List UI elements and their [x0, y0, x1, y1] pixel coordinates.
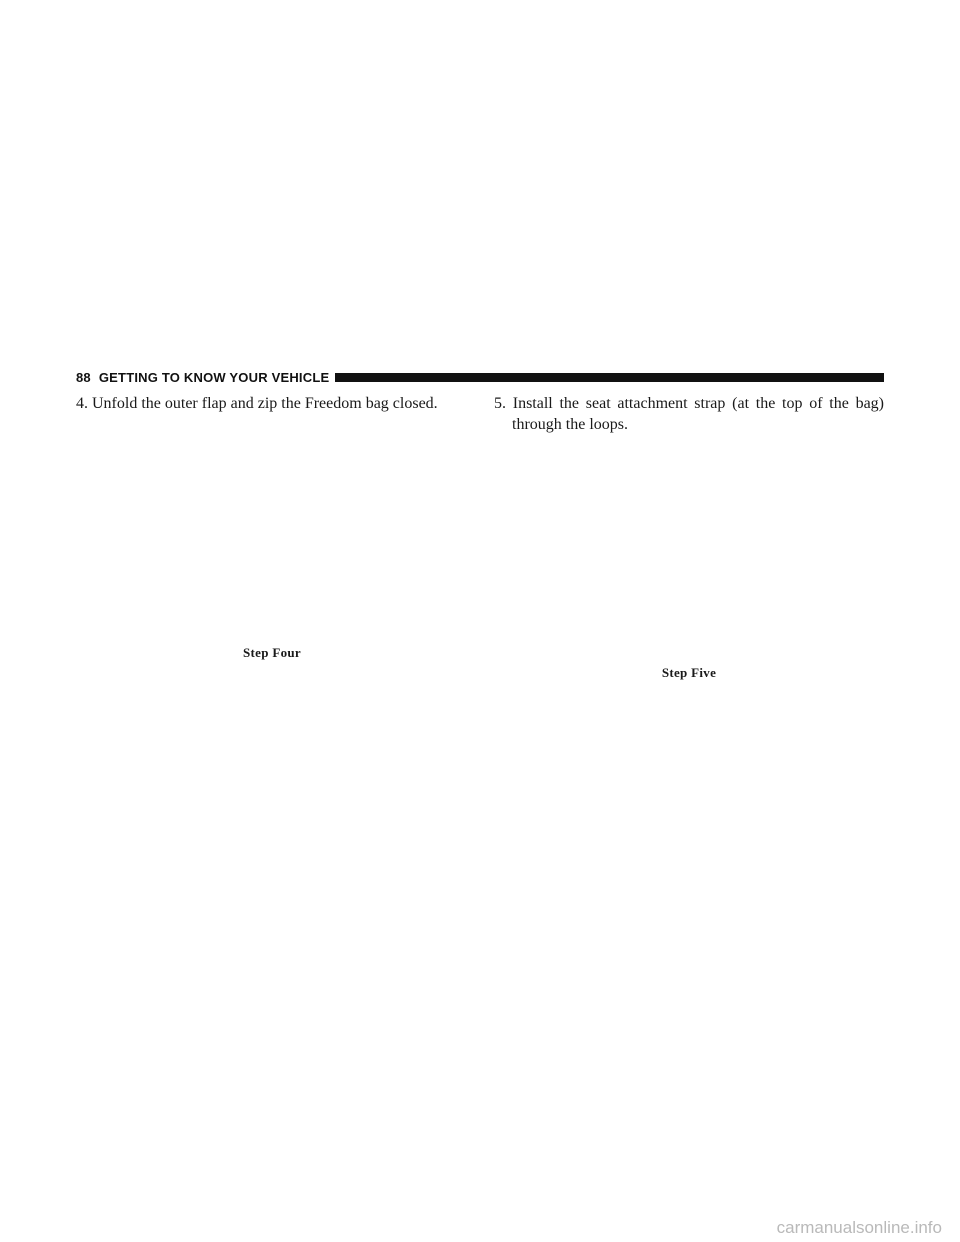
step-number: 4.	[76, 395, 88, 412]
step-text: Install the seat attachment strap (at the top of the bag) through the loops.	[512, 395, 885, 433]
left-column	[76, 393, 468, 414]
page-number: 88	[76, 369, 91, 385]
header-rule	[335, 373, 884, 382]
step-number: 5.	[494, 395, 506, 412]
step-four-figure	[76, 420, 468, 638]
right-column	[494, 393, 884, 435]
step-text: Unfold the outer flap and zip the Freedom bag closed.	[92, 395, 438, 412]
step-five-caption: Step Five	[661, 665, 717, 680]
watermark: carmanualsonline.info	[776, 1218, 942, 1237]
page-header	[76, 369, 884, 385]
step-four-instruction	[76, 393, 468, 414]
step-five-figure	[494, 441, 884, 661]
step-five-instruction	[494, 393, 884, 435]
section-title: GETTING TO KNOW YOUR VEHICLE	[98, 369, 330, 385]
step-four-caption: Step Four	[243, 645, 301, 660]
